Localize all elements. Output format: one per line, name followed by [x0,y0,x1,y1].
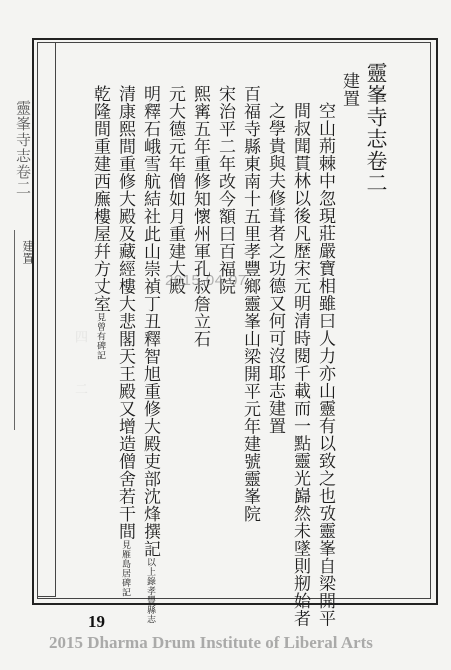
spine-title: 靈峯寺志卷二 [14,100,32,196]
section-heading: 建置 [339,72,359,107]
text-column-9 [116,85,133,597]
text-column-8 [141,85,158,624]
page-title: 靈峯寺志卷二 [364,62,388,194]
text-column-9-body: 清康熙間重修大殿及藏經樓大悲閣天王殿又增造僧舍若干間 [115,85,135,540]
text-column-3: 之學貴與夫修葺者之功德又何可沒耶志建置 [265,102,285,435]
page-number: 19 [88,612,105,631]
fold-bottom-line [37,596,56,597]
text-column-9-note: 見雁島居碑記 [120,540,130,597]
text-column-8-note: 以上錄孝豐縣志 [145,557,155,624]
spine-divider [14,230,15,430]
text-column-8-body: 明釋石峨雪航結社此山崇禎丁丑釋智旭重修大殿吏部沈烽撰記 [140,85,160,558]
text-column-1: 空山荊棘中忽現莊嚴寶相雖曰人力亦山靈有以致之也攷靈峯自梁開平 [315,102,335,627]
text-column-10-note: 見曾有碑記 [95,312,105,360]
fold-line [55,42,56,597]
text-column-10-body: 乾隆間重建西廡樓屋幷方丈室 [90,85,110,313]
text-column-10 [91,85,108,360]
date-stamp: 2015-04-07 [165,272,247,289]
text-column-5: 宋治平二年改今額曰百福院 [215,85,235,295]
text-column-2: 間叔聞貫林以後凡歷宋元明清時閱千載而一點靈光巋然未墜則剏始者 [290,102,310,627]
bleed-through-text: 四 二 [72,330,87,395]
watermark: 2015 Dharma Drum Institute of Liberal Arts [49,633,373,652]
text-column-4: 百福寺縣東南十五里孝豐鄉靈峯山梁開平元年建號靈峯院 [240,85,260,523]
spine-section: 建置 [21,240,35,264]
text-column-7: 元大德元年僧如月重建大殿 [165,85,185,295]
text-column-6: 熙寗五年重修知懷州軍孔叔詹立石 [190,85,210,348]
